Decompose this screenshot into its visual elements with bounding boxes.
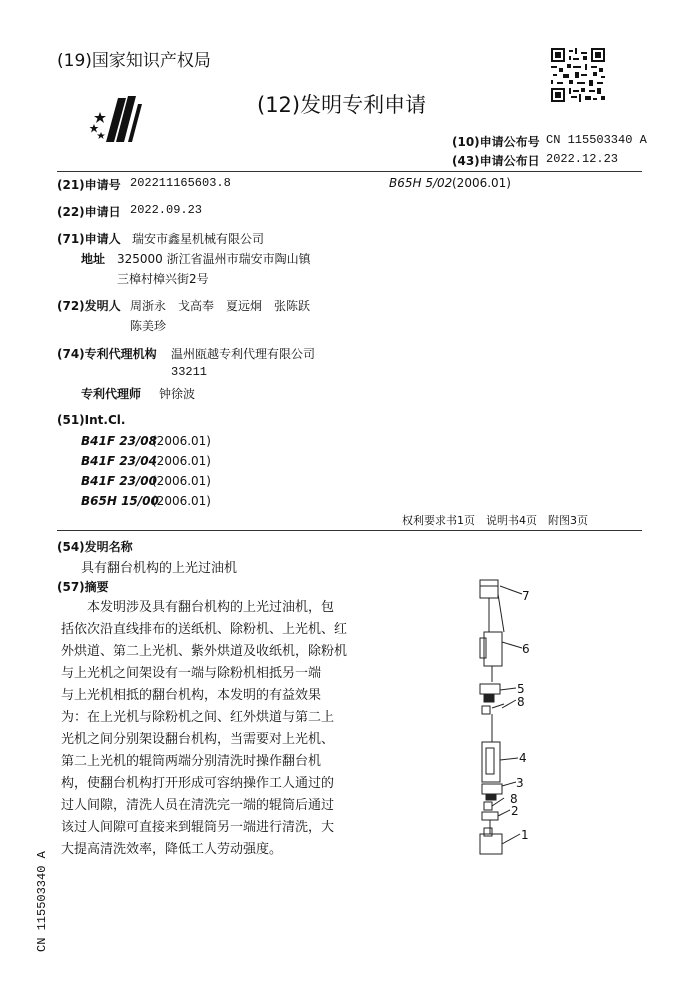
biblio-divider bbox=[57, 530, 642, 531]
agency-code: 33211 bbox=[171, 365, 208, 379]
intcl-code: B41F 23/04 bbox=[81, 454, 158, 468]
machine-drawing bbox=[470, 572, 550, 862]
abstract-line: 构，使翻台机构打开形成可容纳操作工人通过的 bbox=[61, 776, 335, 791]
abstract-line: 与上光机相抵的翻台机构，本发明的有益效果 bbox=[61, 688, 322, 703]
applicant: 瑞安市鑫星机械有限公司 bbox=[132, 232, 265, 246]
abstract-line: 光机之间分别架设翻台机构，当需要对上光机、 bbox=[61, 732, 335, 747]
agent: 钟徐波 bbox=[159, 387, 196, 401]
office-name: (19)国家知识产权局 bbox=[57, 51, 211, 71]
pub-number: CN 115503340 A bbox=[546, 133, 647, 147]
app-date-label: (22)申请日 bbox=[57, 205, 121, 219]
intcl-code: B41F 23/08 bbox=[81, 434, 158, 448]
title-label: (54)发明名称 bbox=[57, 540, 133, 554]
figure-label: 7 bbox=[522, 589, 530, 603]
cnipa-logo bbox=[88, 92, 154, 144]
abstract-body bbox=[61, 597, 348, 861]
abstract-line: 本发明涉及具有翻台机构的上光过油机，包 bbox=[87, 600, 335, 615]
inventors-line1: 周浙永 戈高奉 夏远炯 张陈跃 bbox=[130, 299, 311, 313]
header-divider bbox=[57, 171, 642, 172]
pages-info: 权利要求书1页 说明书4页 附图3页 bbox=[402, 514, 588, 527]
abstract-line: 过人间隙，清洗人员在清洗完一端的辊筒后通过 bbox=[61, 798, 335, 813]
app-number-label: (21)申请号 bbox=[57, 178, 121, 192]
abstract-line: 大提高清洗效率，降低工人劳动强度。 bbox=[61, 842, 283, 857]
figure-label: 3 bbox=[516, 776, 524, 790]
invention-title: 具有翻台机构的上光过油机 bbox=[81, 561, 238, 576]
pub-date-label: (43)申请公布日 bbox=[452, 154, 540, 168]
address-line1: 325000 浙江省温州市瑞安市陶山镇 bbox=[117, 252, 311, 266]
agency-label: (74)专利代理机构 bbox=[57, 347, 157, 361]
inventors-line2: 陈美珍 bbox=[130, 319, 167, 333]
agency: 温州瓯越专利代理有限公司 bbox=[171, 347, 316, 361]
figure-label: 1 bbox=[521, 828, 529, 842]
figure-label: 6 bbox=[522, 642, 530, 656]
abstract-line: 括依次沿直线排布的送纸机、除粉机、上光机、红 bbox=[61, 622, 348, 637]
applicant-label: (71)申请人 bbox=[57, 232, 121, 246]
figure-label: 8 bbox=[517, 695, 525, 709]
intcl-code: B65H 15/00 bbox=[81, 494, 159, 508]
intcl-year: (2006.01) bbox=[152, 454, 211, 468]
abstract-label: (57)摘要 bbox=[57, 580, 109, 594]
side-pub-number: CN 115503340 A bbox=[35, 851, 49, 952]
pub-number-label: (10)申请公布号 bbox=[452, 135, 540, 149]
intcl-year: (2006.01) bbox=[152, 474, 211, 488]
document-type: (12)发明专利申请 bbox=[257, 93, 427, 117]
intcl-code: B41F 23/00 bbox=[81, 474, 158, 488]
figure-label: 8 bbox=[510, 792, 518, 806]
figure-label: 4 bbox=[519, 751, 527, 765]
qr-code bbox=[551, 48, 605, 102]
abstract-line: 与上光机之间架设有一端与除粉机相抵另一端 bbox=[61, 666, 322, 681]
abstract-line: 该过人间隙可直接来到辊筒另一端进行清洗，大 bbox=[61, 820, 335, 835]
ipc-main: B65H 5/02 bbox=[389, 176, 453, 190]
figure-label: 2 bbox=[511, 804, 519, 818]
abstract-line: 为：在上光机与除粉机之间、红外烘道与第二上 bbox=[61, 710, 335, 725]
figure-label: 5 bbox=[517, 682, 525, 696]
ipc-main-year: (2006.01) bbox=[452, 176, 511, 190]
app-number: 202211165603.8 bbox=[130, 176, 231, 190]
inventors-label: (72)发明人 bbox=[57, 299, 121, 313]
agent-label: 专利代理师 bbox=[81, 387, 142, 401]
abstract-line: 第二上光机的辊筒两端分别清洗时操作翻台机 bbox=[61, 754, 322, 769]
intcl-year: (2006.01) bbox=[152, 494, 211, 508]
intcl-label: (51)Int.Cl. bbox=[57, 413, 126, 427]
address-line2: 三樟村樟兴街2号 bbox=[117, 272, 209, 286]
pub-date: 2022.12.23 bbox=[546, 152, 619, 166]
address-label: 地址 bbox=[81, 252, 106, 266]
intcl-year: (2006.01) bbox=[152, 434, 211, 448]
abstract-line: 外烘道、第二上光机、紫外烘道及收纸机，除粉机 bbox=[61, 644, 348, 659]
app-date: 2022.09.23 bbox=[130, 203, 203, 217]
